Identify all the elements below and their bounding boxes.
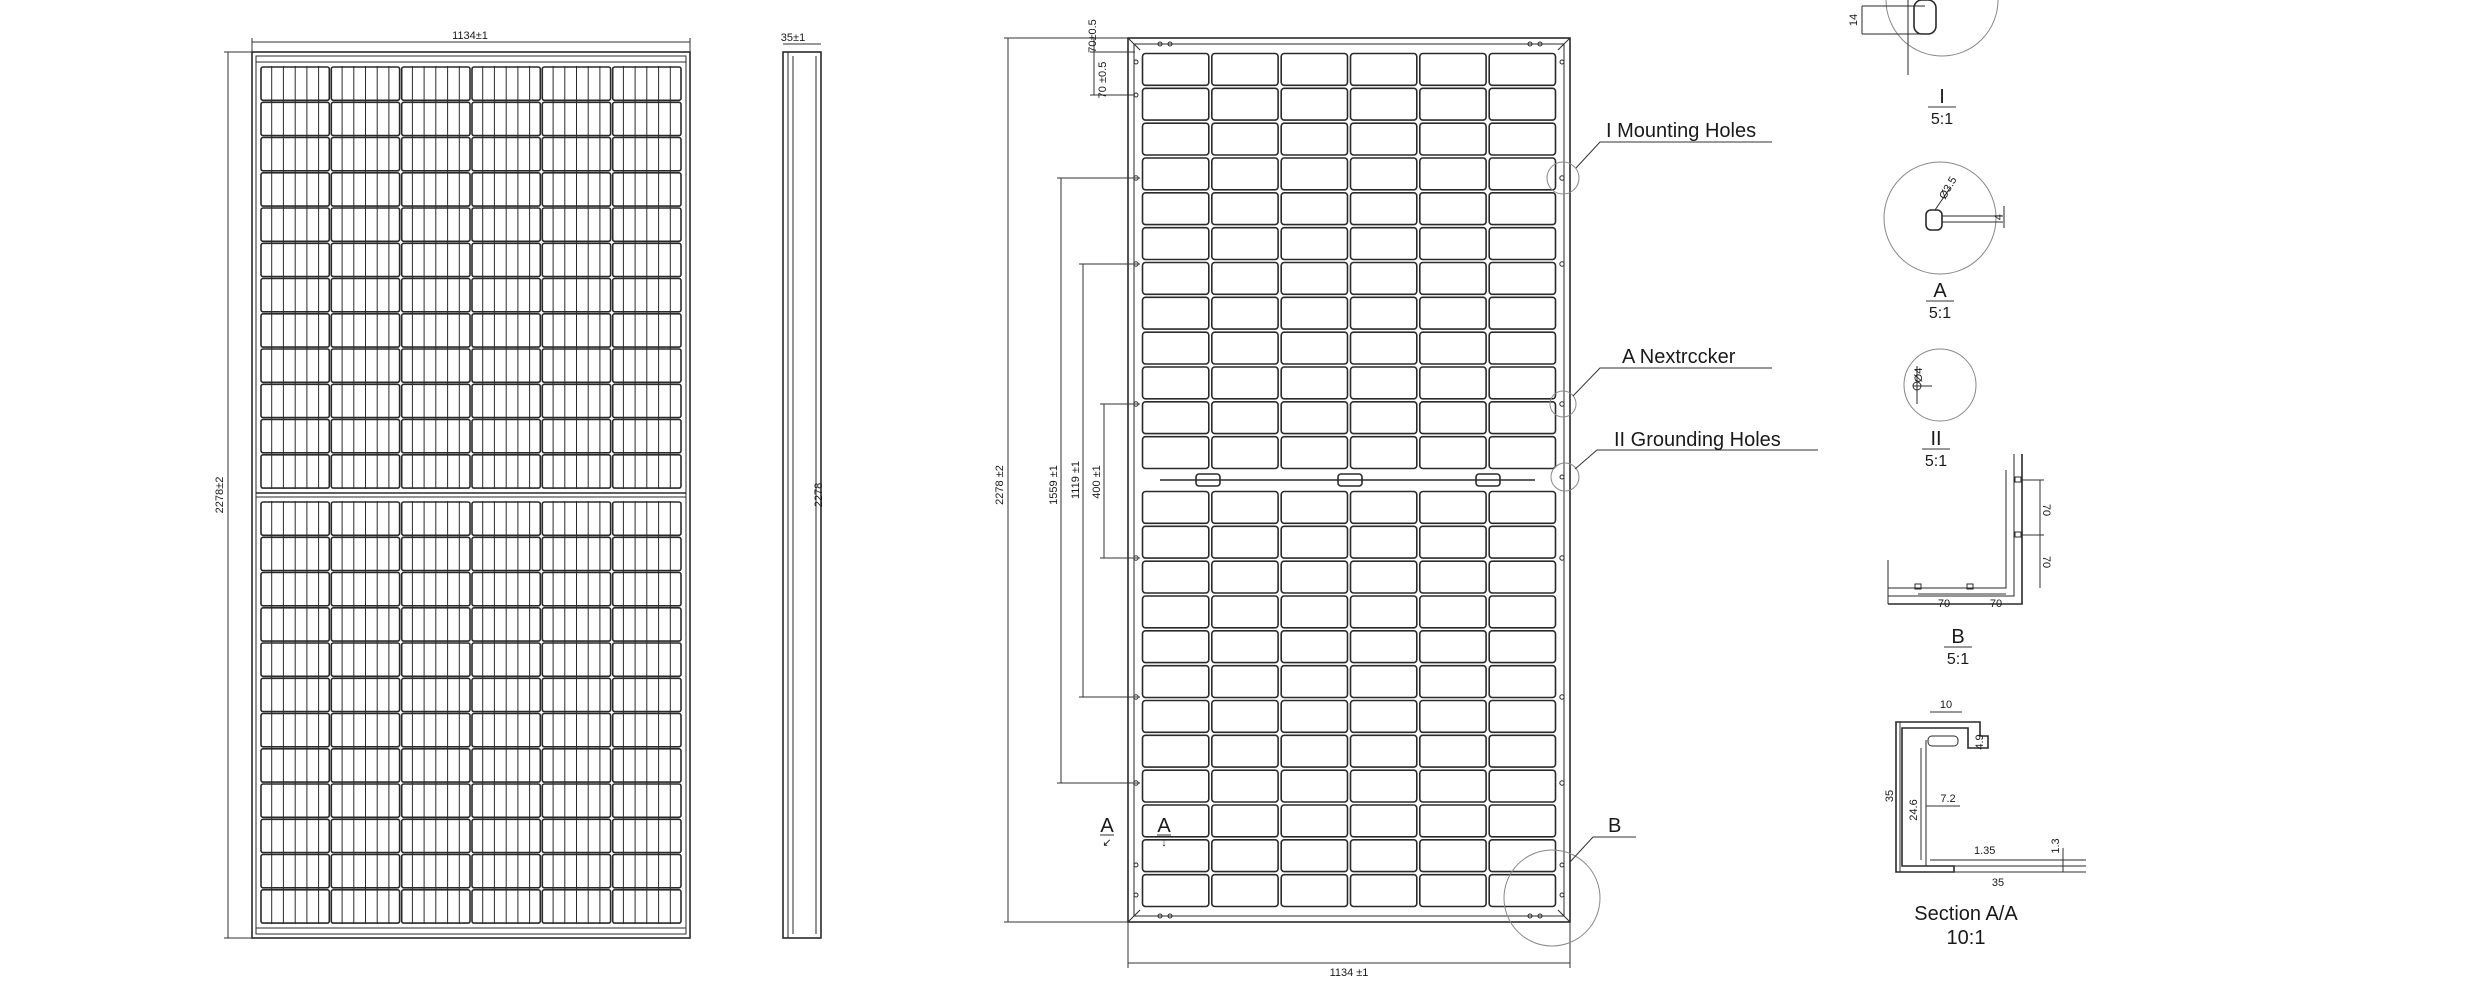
rear-cell — [1351, 297, 1417, 329]
rear-cell — [1420, 492, 1486, 524]
callout-circle-nextracker — [1550, 391, 1576, 417]
side-length-dim: 2278 — [813, 482, 825, 508]
front-frame-outer — [252, 52, 690, 938]
rear-cell — [1351, 332, 1417, 364]
rear-cell — [1281, 526, 1347, 558]
rear-cell — [1212, 875, 1278, 907]
rear-cell — [1420, 735, 1486, 767]
rear-cell — [1143, 561, 1209, 593]
top-dim-2: 70 ±0.5 — [1097, 61, 1109, 99]
rear-cell — [1281, 54, 1347, 86]
rear-cell — [1351, 875, 1417, 907]
detail-i-label: I — [1939, 86, 1945, 108]
detail-ii — [1904, 349, 1976, 470]
rear-cell — [1212, 596, 1278, 628]
rear-cell — [1351, 526, 1417, 558]
rear-small-hole — [1560, 475, 1564, 479]
rear-cell — [1420, 875, 1486, 907]
rear-cell — [1420, 367, 1486, 399]
front-height-dim: 2278±2 — [214, 476, 226, 514]
rear-cell — [1143, 228, 1209, 260]
detail-b-dim-v2: 70 — [2040, 555, 2052, 569]
detail-b — [1888, 454, 2052, 668]
rear-cell — [1351, 631, 1417, 663]
rear-cell — [1351, 123, 1417, 155]
callout-circle-grounding — [1551, 463, 1579, 491]
rear-cell — [1489, 123, 1555, 155]
rear-cell — [1281, 193, 1347, 225]
rear-cell — [1281, 437, 1347, 469]
rear-cell — [1351, 402, 1417, 434]
rear-cell — [1489, 54, 1555, 86]
rear-cell — [1212, 770, 1278, 802]
section-dim-35v: 35 — [1884, 789, 1896, 803]
rear-cell — [1143, 367, 1209, 399]
rear-cell — [1143, 492, 1209, 524]
callout-grounding-holes: II Grounding Holes — [1614, 429, 1781, 451]
rear-cell — [1281, 561, 1347, 593]
rear-height-dim: 2278 ±2 — [994, 465, 1006, 505]
section-a-a — [1884, 699, 2086, 949]
dim-1119: 1119 ±1 — [1070, 460, 1082, 500]
detail-a-scale: 5:1 — [1928, 305, 1952, 322]
rear-cell — [1143, 332, 1209, 364]
rear-cell — [1489, 561, 1555, 593]
rear-cell — [1143, 297, 1209, 329]
detail-i — [1848, 0, 1998, 128]
rear-cell — [1420, 805, 1486, 837]
rear-cell — [1351, 805, 1417, 837]
rear-cell — [1143, 596, 1209, 628]
detail-ii-hole-dim: Ø4 — [1913, 367, 1925, 383]
rear-cell — [1420, 631, 1486, 663]
detail-a-hole-dim: Ø3.5 — [1937, 174, 1960, 202]
rear-cell — [1281, 805, 1347, 837]
rear-cell — [1489, 492, 1555, 524]
rear-cell — [1489, 88, 1555, 120]
callout-leader-b — [1570, 837, 1636, 862]
rear-cell — [1351, 596, 1417, 628]
rear-cell — [1281, 367, 1347, 399]
rear-cell — [1351, 193, 1417, 225]
rear-cell — [1489, 875, 1555, 907]
rear-cell — [1212, 840, 1278, 872]
rear-cell — [1420, 666, 1486, 698]
rear-cell — [1212, 54, 1278, 86]
rear-cell — [1212, 402, 1278, 434]
rear-cell — [1420, 402, 1486, 434]
front-view — [214, 30, 690, 938]
rear-cell — [1281, 770, 1347, 802]
rear-cell — [1281, 263, 1347, 295]
detail-i-dim: 14 — [1848, 13, 1860, 27]
rear-cell — [1351, 770, 1417, 802]
section-dim-1-35: 1.35 — [1974, 845, 1996, 857]
rear-cell — [1143, 402, 1209, 434]
section-scale: 10:1 — [1946, 927, 1986, 949]
rear-cell — [1143, 158, 1209, 190]
rear-cell — [1212, 263, 1278, 295]
rear-cell — [1351, 263, 1417, 295]
rear-cell — [1420, 561, 1486, 593]
rear-cell — [1351, 492, 1417, 524]
section-dim-4-9: 4.9 — [1974, 734, 1986, 750]
detail-b-dim-h1: 70 — [1937, 598, 1951, 610]
section-marker-left: A — [1100, 815, 1114, 837]
rear-cell — [1489, 735, 1555, 767]
rear-cell — [1420, 701, 1486, 733]
rear-cell — [1489, 596, 1555, 628]
rear-cell — [1489, 158, 1555, 190]
rear-cell — [1420, 123, 1486, 155]
rear-cell — [1489, 263, 1555, 295]
section-glass-groove — [1928, 736, 1958, 746]
rear-cell — [1489, 402, 1555, 434]
rear-cell — [1281, 701, 1347, 733]
front-width-dim: 1134±1 — [452, 30, 488, 42]
callout-mounting-holes: I Mounting Holes — [1606, 120, 1757, 142]
rear-cell — [1281, 88, 1347, 120]
rear-cell — [1489, 332, 1555, 364]
callout-nextracker: A Nextrccker — [1622, 346, 1736, 368]
rear-cell — [1281, 631, 1347, 663]
rear-cell — [1212, 367, 1278, 399]
rear-cell — [1143, 840, 1209, 872]
callout-leader-grounding — [1575, 450, 1818, 469]
detail-ii-scale: 5:1 — [1924, 453, 1948, 470]
rear-cell — [1212, 158, 1278, 190]
detail-b-corner-inner2 — [1888, 470, 2006, 588]
rear-cell — [1281, 228, 1347, 260]
rear-cell — [1281, 402, 1347, 434]
rear-cell — [1212, 666, 1278, 698]
rear-cell — [1281, 840, 1347, 872]
rear-cell — [1143, 666, 1209, 698]
callout-b: B — [1608, 815, 1622, 837]
front-cell-grid — [261, 66, 681, 924]
rear-cell — [1420, 596, 1486, 628]
rear-cell — [1212, 805, 1278, 837]
rear-cell — [1212, 88, 1278, 120]
rear-cell — [1281, 596, 1347, 628]
detail-a — [1884, 162, 2005, 322]
rear-small-hole — [1134, 863, 1138, 867]
rear-cell — [1489, 631, 1555, 663]
rear-cell — [1420, 263, 1486, 295]
section-marker-right: A — [1157, 815, 1171, 837]
rear-cell — [1420, 158, 1486, 190]
detail-b-scale: 5:1 — [1946, 651, 1970, 668]
rear-cell — [1281, 332, 1347, 364]
rear-cell — [1143, 701, 1209, 733]
rear-cell — [1489, 770, 1555, 802]
rear-small-hole — [1560, 893, 1564, 897]
rear-cell — [1143, 875, 1209, 907]
rear-cell — [1212, 437, 1278, 469]
rear-cell — [1143, 88, 1209, 120]
rear-cell — [1212, 297, 1278, 329]
rear-cell — [1489, 193, 1555, 225]
rear-cell — [1351, 701, 1417, 733]
section-dim-24-6: 24.6 — [1908, 799, 1920, 821]
rear-cell — [1281, 297, 1347, 329]
rear-cell — [1351, 840, 1417, 872]
rear-cell — [1489, 701, 1555, 733]
detail-b-hole-2 — [2015, 532, 2021, 537]
dim-1559: 1559 ±1 — [1048, 465, 1060, 505]
rear-cell — [1143, 526, 1209, 558]
rear-cell — [1420, 840, 1486, 872]
rear-cell — [1351, 228, 1417, 260]
rear-cell — [1420, 437, 1486, 469]
rear-cell — [1420, 54, 1486, 86]
detail-b-hole-1 — [2015, 477, 2021, 482]
rear-cell — [1143, 193, 1209, 225]
rear-cell — [1489, 666, 1555, 698]
rear-width-dim: 1134 ±1 — [1329, 967, 1369, 979]
rear-cell — [1281, 666, 1347, 698]
rear-small-hole — [1560, 863, 1564, 867]
rear-cell — [1351, 158, 1417, 190]
rear-cell — [1351, 666, 1417, 698]
detail-a-side-dim: 4 — [1993, 213, 2005, 221]
rear-cell — [1420, 526, 1486, 558]
rear-cell — [1212, 561, 1278, 593]
rear-cell — [1420, 770, 1486, 802]
rear-cell — [1420, 332, 1486, 364]
section-dim-1-3: 1.3 — [2050, 838, 2062, 854]
callout-circle-b — [1504, 850, 1600, 946]
rear-cell — [1143, 123, 1209, 155]
detail-i-slot — [1914, 0, 1936, 34]
rear-cell — [1212, 492, 1278, 524]
side-view — [781, 32, 825, 938]
rear-small-hole — [1560, 60, 1564, 64]
detail-b-dim-v1: 70 — [2040, 503, 2052, 517]
section-arrow-right: ↓ — [1161, 837, 1167, 849]
rear-cell — [1143, 805, 1209, 837]
callout-leader-mounting — [1576, 142, 1772, 168]
rear-cell — [1143, 437, 1209, 469]
rear-cell — [1351, 561, 1417, 593]
rear-cell — [1212, 123, 1278, 155]
detail-a-circle — [1884, 162, 1996, 274]
rear-cell — [1281, 492, 1347, 524]
side-thickness-dim: 35±1 — [780, 32, 806, 44]
rear-cell — [1351, 88, 1417, 120]
detail-b-label: B — [1951, 626, 1965, 648]
rear-cell — [1212, 228, 1278, 260]
rear-cell — [1143, 735, 1209, 767]
rear-small-hole — [1134, 893, 1138, 897]
callout-circle-mounting — [1547, 162, 1579, 194]
rear-cell — [1420, 193, 1486, 225]
rear-cell — [1212, 701, 1278, 733]
rear-small-hole — [1134, 60, 1138, 64]
rear-cell — [1489, 526, 1555, 558]
rear-cell — [1143, 770, 1209, 802]
section-dim-35h: 35 — [1991, 877, 2005, 889]
detail-ii-label: II — [1930, 428, 1942, 450]
rear-cell — [1351, 735, 1417, 767]
section-dim-7-2: 7.2 — [1940, 793, 1956, 805]
rear-cell — [1281, 875, 1347, 907]
detail-b-dim-h2: 70 — [1989, 598, 2003, 610]
section-dim-10: 10 — [1939, 699, 1953, 711]
rear-cell — [1143, 631, 1209, 663]
detail-i-circle — [1886, 0, 1998, 56]
rear-cell — [1212, 631, 1278, 663]
dim-400: 400 ±1 — [1091, 465, 1103, 499]
rear-cell — [1351, 54, 1417, 86]
front-frame-inner — [256, 56, 686, 934]
rear-cell — [1143, 54, 1209, 86]
section-arrow-left: ↙ — [1102, 837, 1112, 849]
rear-cell — [1489, 805, 1555, 837]
top-dim-1: 70±0.5 — [1087, 19, 1099, 53]
rear-cell — [1489, 840, 1555, 872]
rear-cell — [1281, 158, 1347, 190]
rear-cell — [1281, 123, 1347, 155]
detail-a-label: A — [1933, 280, 1947, 302]
rear-cell — [1212, 332, 1278, 364]
detail-ii-circle — [1904, 349, 1976, 421]
detail-i-scale: 5:1 — [1930, 111, 1954, 128]
rear-view — [994, 19, 1818, 979]
rear-cell — [1489, 297, 1555, 329]
rear-cell — [1420, 297, 1486, 329]
rear-cell — [1212, 526, 1278, 558]
rear-cell — [1281, 735, 1347, 767]
rear-cell — [1489, 367, 1555, 399]
detail-b-corner-outer — [1888, 454, 2022, 604]
rear-cell — [1489, 437, 1555, 469]
rear-cell — [1489, 228, 1555, 260]
rear-cell — [1212, 193, 1278, 225]
rear-cell — [1351, 367, 1417, 399]
detail-b-corner-inner — [1888, 454, 2014, 596]
rear-cell — [1351, 437, 1417, 469]
rear-cell — [1420, 228, 1486, 260]
rear-cell — [1212, 735, 1278, 767]
section-title: Section A/A — [1914, 903, 2018, 925]
callout-leader-nextracker — [1573, 368, 1772, 396]
rear-cell — [1420, 88, 1486, 120]
detail-a-hole — [1926, 210, 1942, 230]
rear-cell — [1143, 263, 1209, 295]
